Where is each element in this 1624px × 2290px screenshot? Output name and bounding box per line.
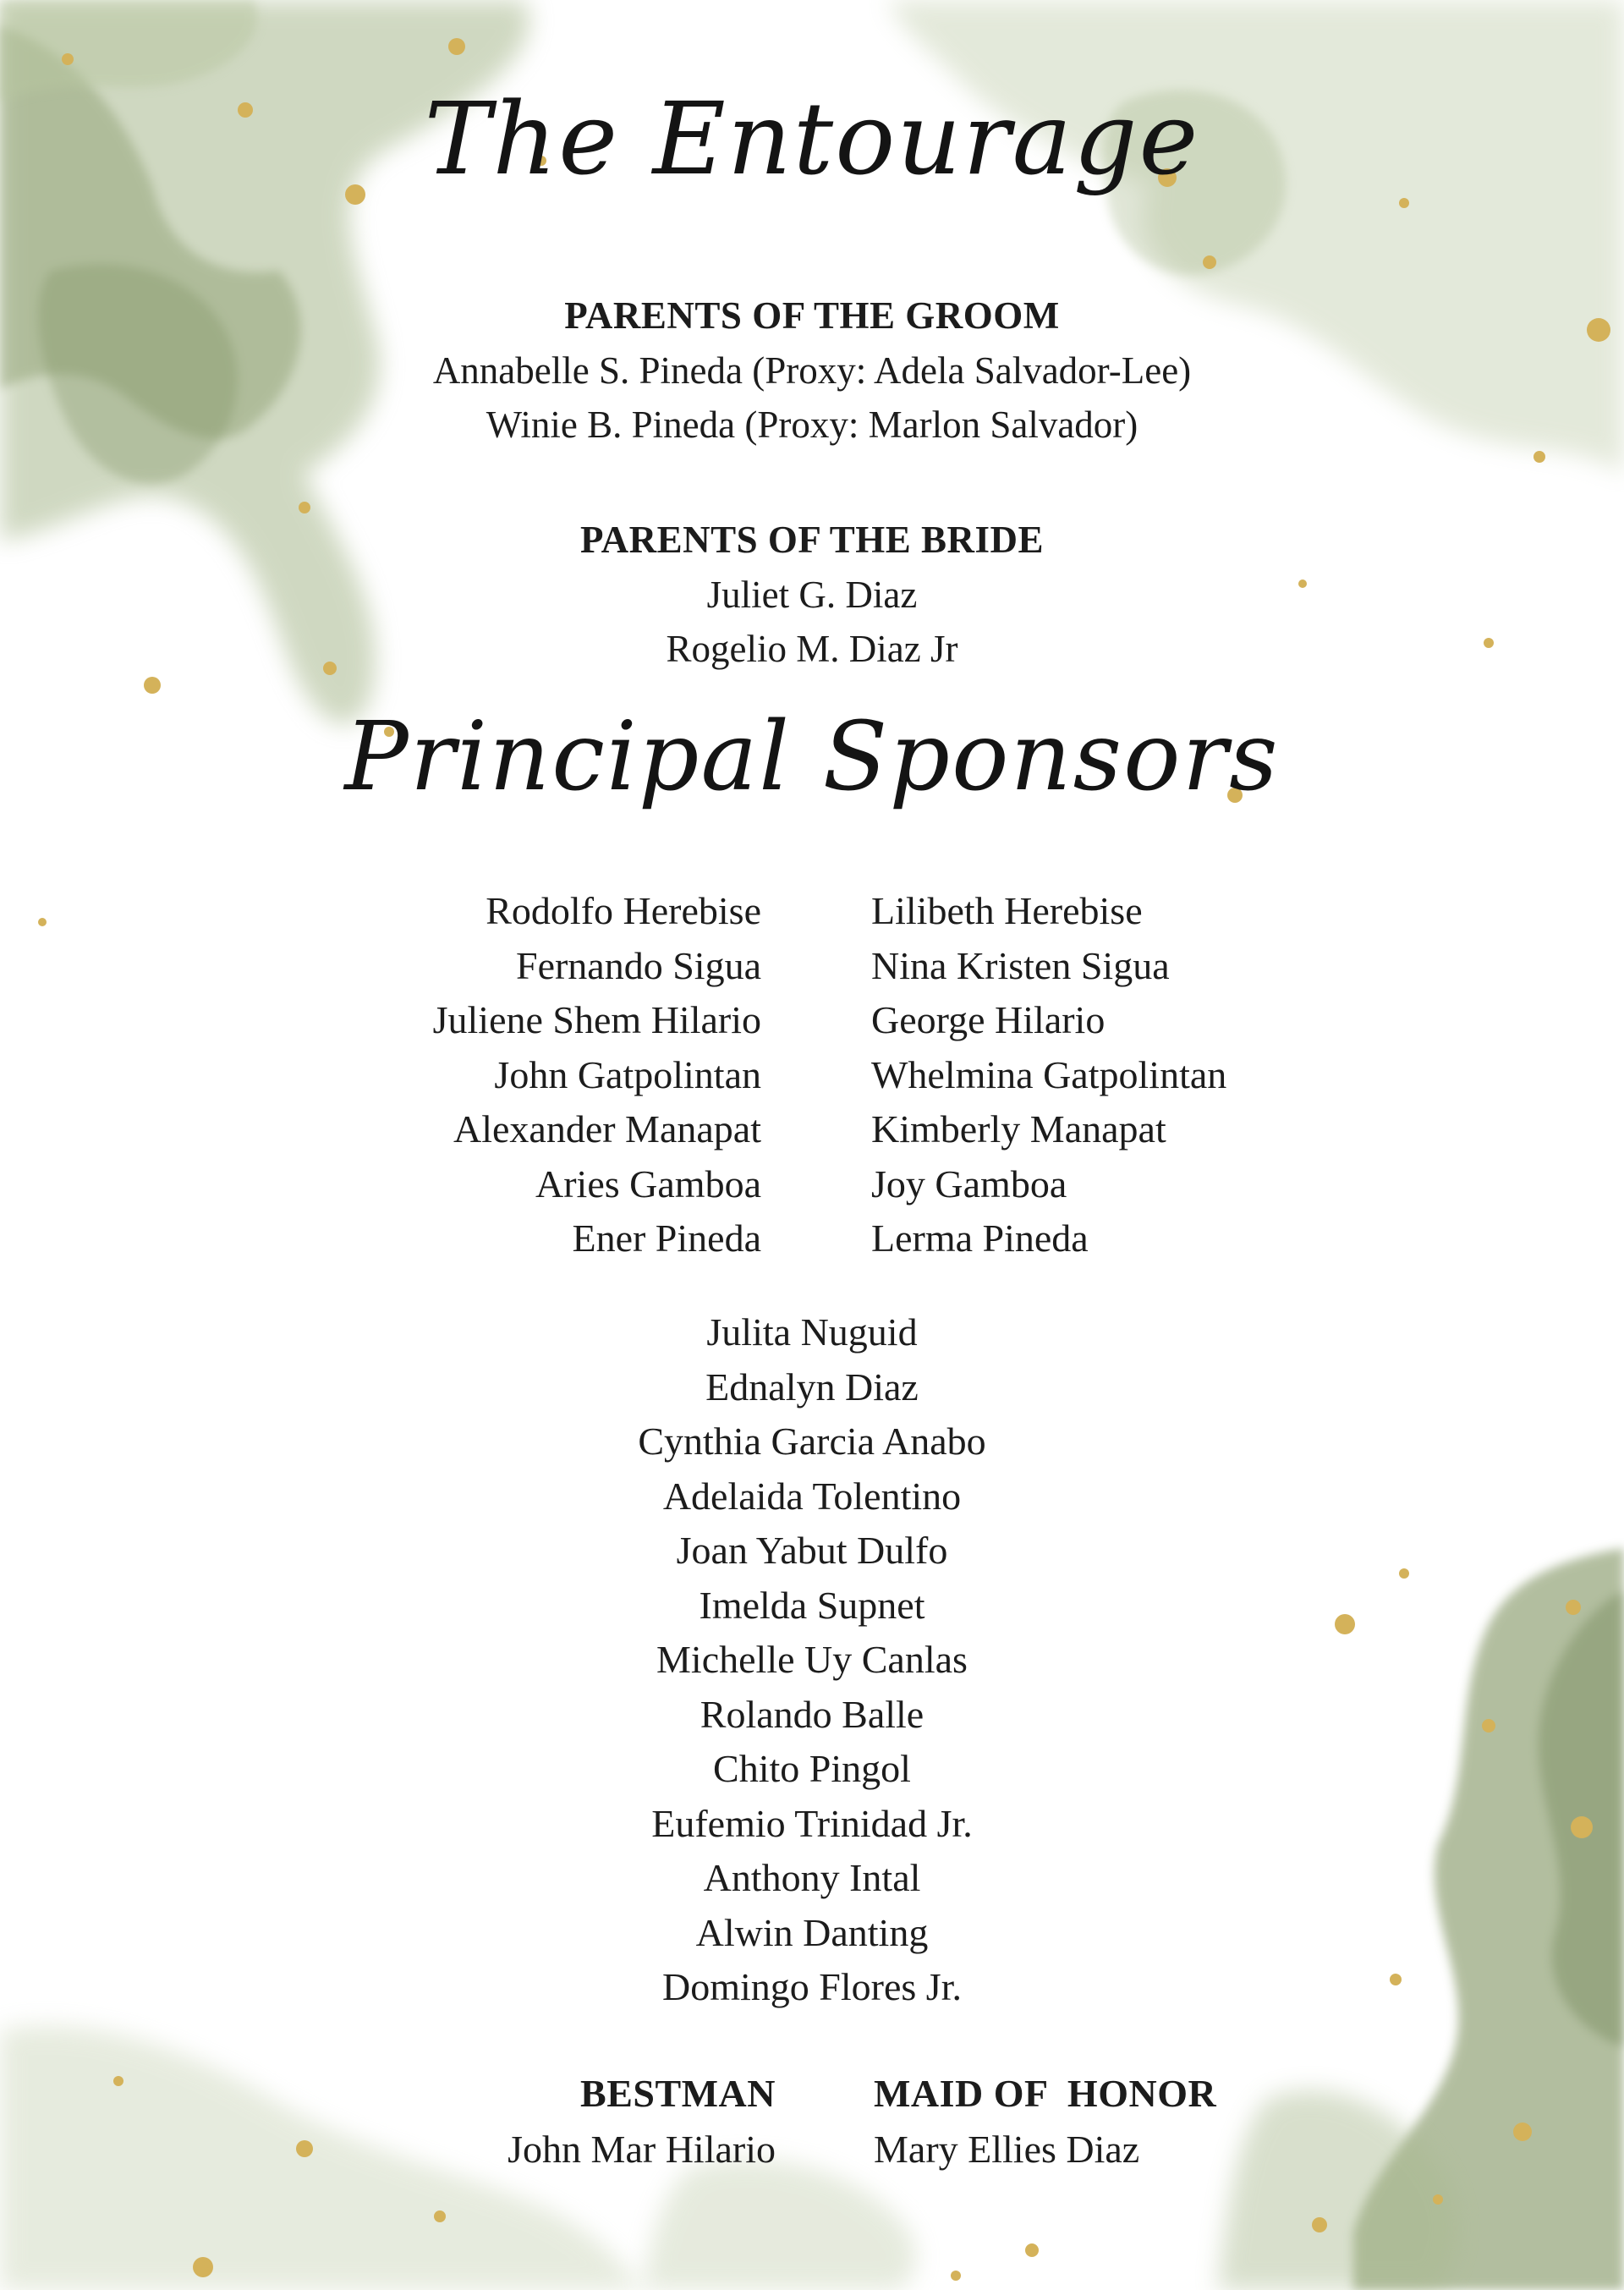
sponsor-name: Alwin Danting	[695, 1910, 929, 1954]
sponsor-name: Ednalyn Diaz	[705, 1365, 919, 1409]
parents-of-groom-heading: PARENTS OF THE GROOM	[564, 294, 1060, 337]
sponsor-name: Joy Gamboa	[871, 1161, 1067, 1205]
sponsor-name: Anthony Intal	[703, 1856, 921, 1899]
sponsor-name: Joan Yabut Dulfo	[676, 1529, 948, 1572]
maid-of-honor-section	[874, 2066, 1216, 2177]
sponsor-name: Chito Pingol	[713, 1747, 911, 1790]
sponsor-name: Whelmina Gatpolintan	[871, 1052, 1227, 1096]
sponsor-name: Rolando Balle	[700, 1692, 924, 1736]
sponsor-name: Cynthia Garcia Anabo	[638, 1420, 986, 1463]
parent-name: Winie B. Pineda (Proxy: Marlon Salvador)	[486, 404, 1138, 446]
sponsor-name: Fernando Sigua	[515, 943, 761, 987]
bestman-section	[508, 2066, 776, 2177]
principal-sponsors-heading: Principal Sponsors	[344, 702, 1280, 812]
sponsor-name: Lerma Pineda	[871, 1216, 1089, 1260]
sponsor-name: Domingo Flores Jr.	[662, 1965, 962, 2008]
page-title: The Entourage	[424, 80, 1200, 197]
bestman-name: John Mar Hilario	[508, 2128, 776, 2171]
sponsors-single-list	[0, 1305, 1624, 2015]
parent-name: Annabelle S. Pineda (Proxy: Adela Salvador-Lee)	[432, 349, 1192, 392]
sponsor-name: Imelda Supnet	[699, 1583, 925, 1627]
maid-of-honor-name: Mary Ellies Diaz	[874, 2128, 1140, 2171]
sponsor-name: Michelle Uy Canlas	[656, 1638, 968, 1681]
parent-name: Juliet G. Diaz	[706, 574, 918, 616]
sponsor-name: Eufemio Trinidad Jr.	[651, 1801, 973, 1845]
parents-of-groom-section	[0, 288, 1624, 452]
sponsor-name: George Hilario	[871, 998, 1106, 1041]
sponsor-name: Nina Kristen Sigua	[871, 943, 1170, 987]
sponsor-name: Aries Gamboa	[535, 1161, 761, 1205]
sponsor-name: Kimberly Manapat	[871, 1107, 1166, 1150]
parents-of-bride-section	[0, 512, 1624, 676]
sponsor-name: Alexander Manapat	[453, 1107, 761, 1150]
maid-of-honor-heading: MAID OF HONOR	[874, 2072, 1217, 2115]
sponsor-name: Julita Nuguid	[706, 1310, 918, 1354]
sponsors-left-column	[433, 884, 761, 1266]
parent-name: Rogelio M. Diaz Jr	[666, 628, 958, 670]
bestman-heading: BESTMAN	[580, 2072, 776, 2115]
parents-of-bride-heading: PARENTS OF THE BRIDE	[579, 519, 1045, 561]
watercolor-bottom-left	[0, 2026, 916, 2290]
sponsor-name: John Gatpolintan	[494, 1052, 761, 1096]
sponsor-name: Rodolfo Herebise	[486, 889, 761, 932]
sponsor-name: Ener Pineda	[572, 1216, 761, 1260]
sponsor-name: Adelaida Tolentino	[662, 1474, 962, 1518]
sponsors-right-column	[871, 884, 1226, 1266]
sponsor-name: Lilibeth Herebise	[871, 889, 1143, 932]
sponsor-name: Juliene Shem Hilario	[432, 998, 761, 1041]
